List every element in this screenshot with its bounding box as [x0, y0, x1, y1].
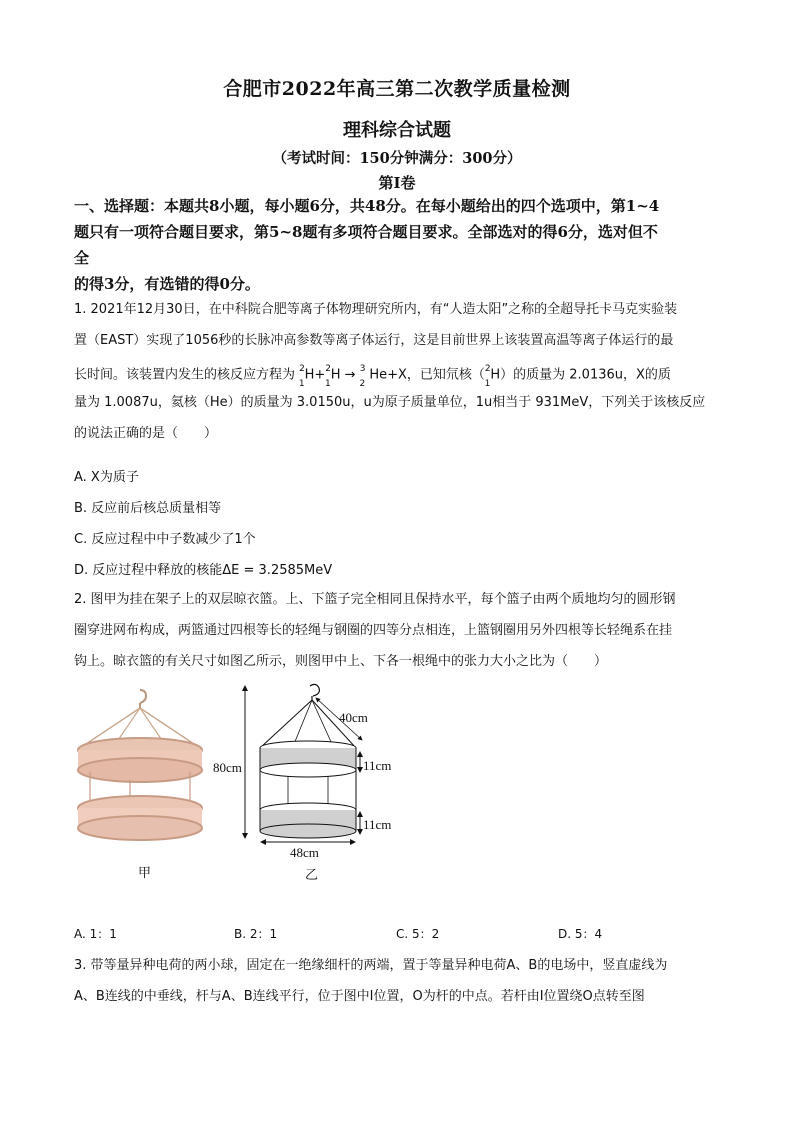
nuclide-he3: $^3_2$	[359, 364, 366, 389]
exam-title: 合肥市2022年高三第二次教学质量检测	[223, 78, 571, 100]
q1-eq-part: H+	[304, 367, 326, 383]
section-instructions	[74, 193, 724, 297]
q2-line: 圈穿进网布构成，两篮通过四根等长的轻绳与钢圈的四等分点相连，上篮钢圈用另外四根等长轻绳系在挂	[74, 623, 673, 638]
q3-line: A、B连线的中垂线，杆与A、B连线平行，位于图中Ⅰ位置，O为杆的中点。若杆由Ⅰ位置绕O点转至图	[74, 989, 645, 1004]
q1-line-text: 长时间。该装置内发生的核反应方程为	[74, 367, 296, 383]
q1-eq-part: He+X，已知氘核（	[369, 367, 485, 383]
q1-option-d[interactable]: D. 反应过程中释放的核能ΔE = 3.2585MeV	[74, 563, 333, 578]
q2-option-a[interactable]: A. 1：1	[74, 927, 117, 941]
exam-info: （考试时间：150分钟满分：300分）	[272, 150, 522, 167]
instruction-line: 全	[74, 249, 90, 267]
question-1	[74, 294, 724, 449]
q3-line: 3. 带等量异种电荷的两小球，固定在一绝缘细杆的两端，置于等量异种电荷A、B的电场中，竖直虚线为	[74, 958, 668, 973]
q2-line: 2. 图甲为挂在架子上的双层晾衣篮。上、下篮子完全相同且保持水平，每个篮子由两个质地均匀的圆形钢	[74, 592, 676, 607]
nuclide-h2: $^2_1$	[298, 364, 305, 389]
figure-basket-diagram	[236, 682, 426, 852]
dim-diameter: 48cm	[290, 845, 319, 860]
dim-upper-gap: 11cm	[363, 758, 392, 773]
hook-icon	[140, 690, 146, 703]
q2-option-c[interactable]: C. 5：2	[396, 927, 440, 941]
q2-line: 钩上。晾衣篮的有关尺寸如图乙所示，则图甲中上、下各一根绳中的张力大小之比为（ ）	[74, 654, 608, 669]
nuclide-h2c: $^2_1$	[484, 364, 491, 389]
q1-option-c[interactable]: C. 反应过程中中子数减少了1个	[74, 532, 256, 547]
question-2	[74, 584, 724, 677]
figure-basket-photo	[70, 686, 210, 846]
nuclide-h2b: $^2_1$	[325, 364, 332, 389]
instruction-line: 的得3分，有选错的得0分。	[74, 275, 260, 293]
question-3	[74, 950, 724, 1012]
hook-icon	[310, 684, 319, 696]
q1-line: 置（EAST）实现了1056秒的长脉冲高参数等离子体运行，这是目前世界上该装置高温等离子体运行的最	[74, 333, 674, 348]
dim-rope-length: 40cm	[339, 710, 368, 725]
instruction-line: 题只有一项符合题目要求，第5~8题有多项符合题目要求。全部选对的得6分，选对但不	[74, 223, 658, 241]
part-label: 第Ⅰ卷	[378, 174, 416, 192]
q1-line: 的说法正确的是（ ）	[74, 426, 218, 441]
dim-total-height: 80cm	[213, 760, 242, 775]
q1-line: 1. 2021年12月30日，在中科院合肥等离子体物理研究所内，有“人造太阳”之称的全超导托卡马克实验装	[74, 302, 678, 317]
q2-option-d[interactable]: D. 5：4	[558, 927, 603, 941]
q1-option-a[interactable]: A. X为质子	[74, 470, 139, 485]
figure-a-caption: 甲	[138, 866, 152, 881]
q1-eq-part: H →	[330, 367, 356, 383]
q2-option-b[interactable]: B. 2：1	[234, 927, 278, 941]
dim-lower-gap: 11cm	[363, 817, 392, 832]
q1-line: 量为 1.0087u，氦核（He）的质量为 3.0150u，u为原子质量单位，1u相当于 931MeV，下列关于该核反应	[74, 395, 706, 410]
exam-subject: 理科综合试题	[343, 120, 451, 141]
q1-eq-part: H）的质量为 2.0136u，X的质	[490, 367, 671, 383]
instruction-line: 一、选择题：本题共8小题，每小题6分，共48分。在每小题给出的四个选项中，第1~4	[74, 197, 660, 215]
q1-option-b[interactable]: B. 反应前后核总质量相等	[74, 501, 222, 516]
q1-equation-line	[74, 356, 724, 387]
figure-b-caption: 乙	[305, 868, 319, 883]
